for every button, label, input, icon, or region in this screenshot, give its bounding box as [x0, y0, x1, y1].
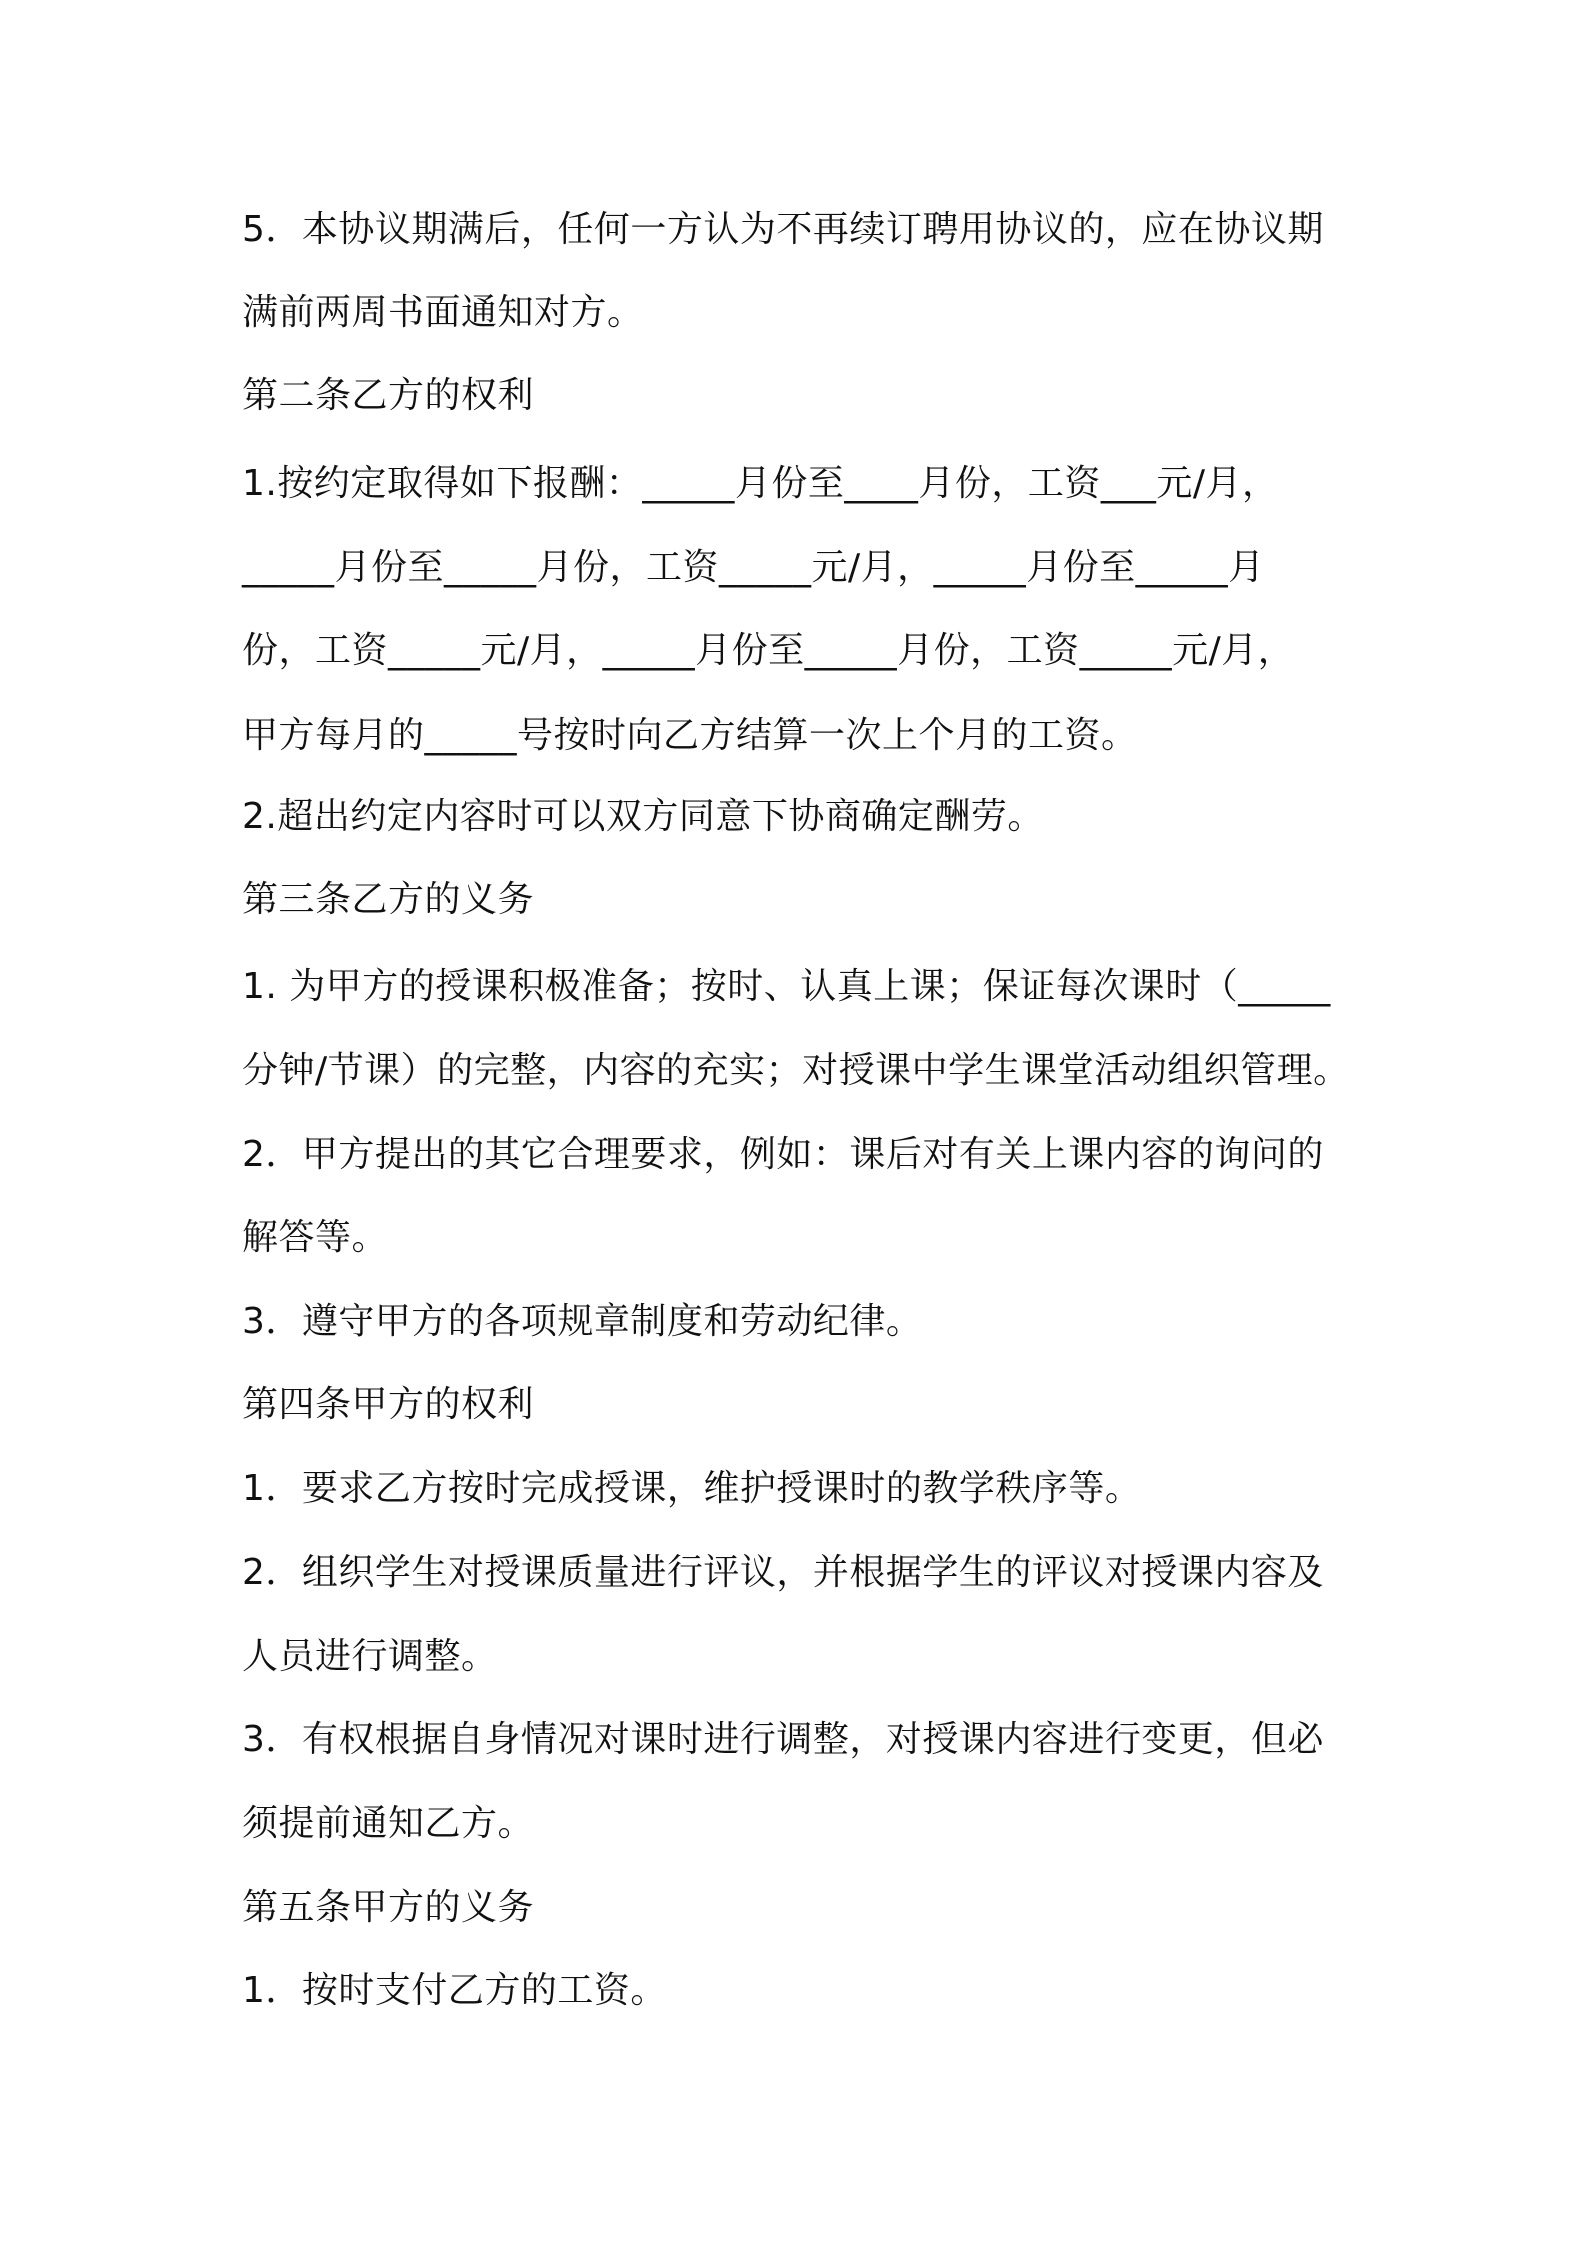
clause-4-1: 1．要求乙方按时完成授课，维护授课时的教学秩序等。 [242, 1468, 1142, 1509]
clause-3-1-line-1: 1. 为甲方的授课积极准备；按时、认真上课；保证每次课时（_____ [242, 966, 1331, 1007]
clause-4-3-line-2: 须提前通知乙方。 [242, 1803, 535, 1844]
clause-5-1: 1．按时支付乙方的工资。 [242, 1970, 667, 2011]
article-2-heading: 第二条乙方的权利 [242, 375, 535, 416]
article-3-heading: 第三条乙方的义务 [242, 879, 535, 920]
clause-3-1-line-2: 分钟/节课）的完整，内容的充实；对授课中学生课堂活动组织管理。 [242, 1050, 1350, 1091]
clause-2-1-line-2: _____月份至_____月份，工资_____元/月，_____月份至_____月 [242, 547, 1265, 588]
article-5-heading: 第五条甲方的义务 [242, 1887, 535, 1928]
clause-1-5-line-1: 5．本协议期满后，任何一方认为不再续订聘用协议的，应在协议期 [242, 209, 1324, 250]
clause-2-1-line-4: 甲方每月的_____号按时向乙方结算一次上个月的工资。 [242, 715, 1138, 756]
clause-3-2-line-2: 解答等。 [242, 1217, 389, 1258]
clause-4-2-line-2: 人员进行调整。 [242, 1636, 498, 1677]
clause-2-2: 2.超出约定内容时可以双方同意下协商确定酬劳。 [242, 796, 1044, 837]
clause-3-2-line-1: 2．甲方提出的其它合理要求，例如：课后对有关上课内容的询问的 [242, 1134, 1324, 1175]
clause-4-3-line-1: 3．有权根据自身情况对课时进行调整，对授课内容进行变更，但必 [242, 1719, 1324, 1760]
article-4-heading: 第四条甲方的权利 [242, 1384, 535, 1425]
clause-2-1-line-1: 1.按约定取得如下报酬：_____月份至____月份，工资___元/月， [242, 463, 1279, 504]
clause-2-1-line-3: 份，工资_____元/月，_____月份至_____月份，工资_____元/月， [242, 630, 1295, 671]
clause-4-2-line-1: 2．组织学生对授课质量进行评议，并根据学生的评议对授课内容及 [242, 1552, 1324, 1593]
clause-3-3: 3．遵守甲方的各项规章制度和劳动纪律。 [242, 1301, 923, 1342]
clause-1-5-line-2: 满前两周书面通知对方。 [242, 292, 644, 333]
